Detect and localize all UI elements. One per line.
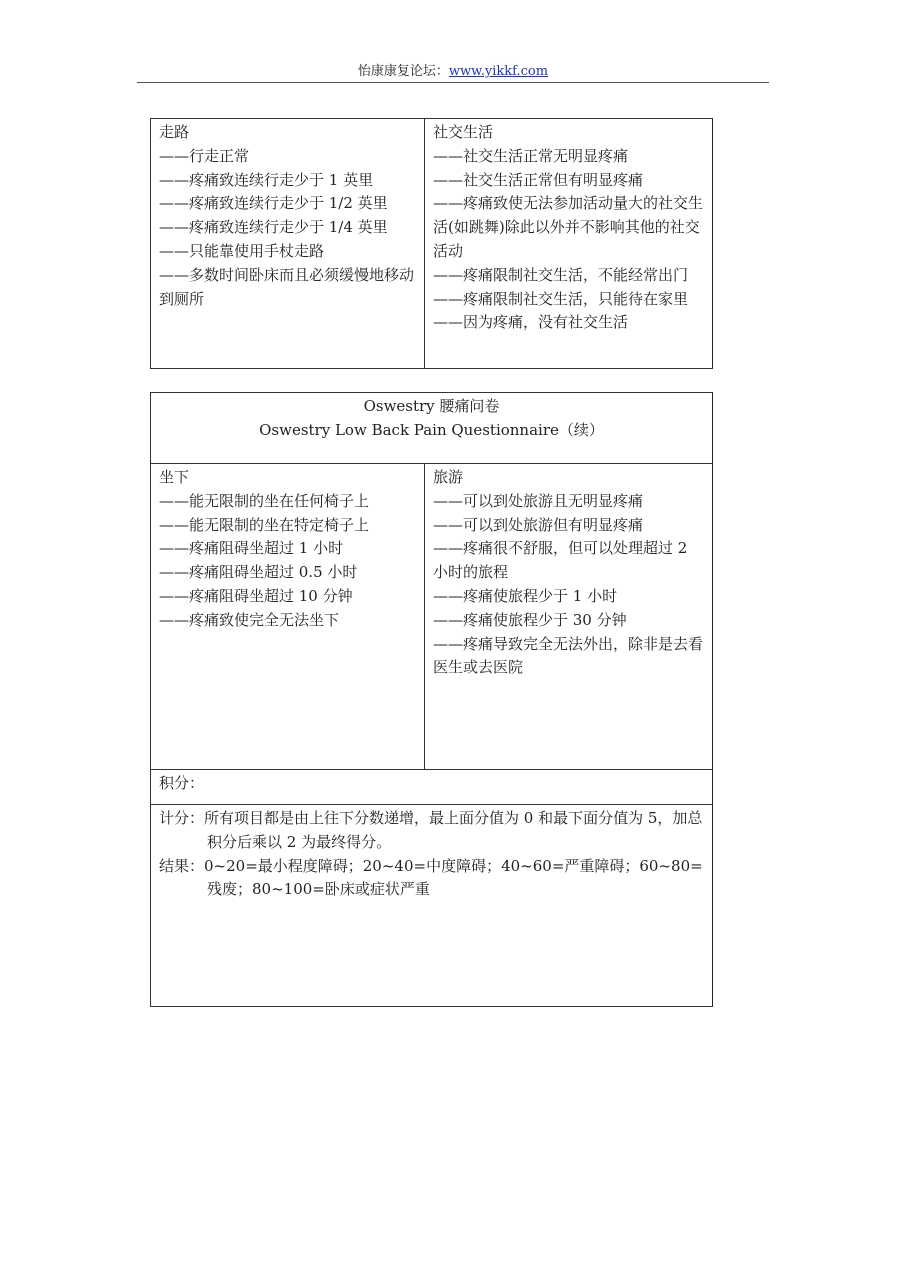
social-item: ——社交生活正常但有明显疼痛 <box>433 170 644 189</box>
travel-item: ——疼痛导致完全无法外出，除非是去看医生或去医院 <box>433 634 704 677</box>
header-link[interactable]: www.yikkf.com <box>448 64 549 79</box>
travel-item: ——疼痛使旅程少于 30 分钟 <box>433 610 627 629</box>
header-prefix: 怡康康复论坛： <box>357 64 449 79</box>
walking-item: ——疼痛致连续行走少于 1/4 英里 <box>159 218 388 237</box>
score-label: 积分： <box>159 774 205 792</box>
questionnaire-table-part1 <box>150 118 713 369</box>
travel-item: ——疼痛使旅程少于 1 小时 <box>433 586 618 605</box>
walking-item: ——多数时间卧床而且必须缓慢地移动到厕所 <box>159 265 415 308</box>
sitting-item: ——疼痛阻碍坐超过 0.5 小时 <box>159 563 358 582</box>
questionnaire-table-part2 <box>150 392 713 1007</box>
sitting-title: 坐下 <box>159 468 190 486</box>
travel-item: ——可以到处旅游但有明显疼痛 <box>433 515 644 534</box>
result-note: 结果：0~20=最小程度障碍；20~40=中度障碍；40~60=严重障碍；60~80=残废；80~100=卧床或症状严重 <box>159 856 703 899</box>
questionnaire-title <box>151 393 713 464</box>
walking-item: ——疼痛致连续行走少于 1 英里 <box>159 170 374 189</box>
walking-item: ——只能靠使用手杖走路 <box>159 241 325 260</box>
sitting-section <box>151 464 425 770</box>
walking-title: 走路 <box>159 123 190 141</box>
title-line-1: Oswestry 腰痛问卷 <box>363 397 500 415</box>
travel-title: 旅游 <box>433 468 464 486</box>
social-title: 社交生活 <box>433 123 494 141</box>
social-item: ——社交生活正常无明显疼痛 <box>433 146 629 165</box>
walking-section <box>151 119 425 369</box>
sitting-item: ——疼痛致使完全无法坐下 <box>159 610 340 629</box>
social-item: ——疼痛限制社交生活，只能待在家里 <box>433 289 689 308</box>
social-item: ——疼痛致使无法参加活动量大的社交生活(如跳舞)除此以外并不影响其他的社交活动 <box>433 194 704 260</box>
scoring-note: 计分：所有项目都是由上往下分数递增，最上面分值为 0 和最下面分值为 5，加总积分后乘以 2 为最终得分。 <box>159 809 703 851</box>
walking-item: ——疼痛致连续行走少于 1/2 英里 <box>159 194 388 213</box>
scoring-notes <box>151 805 713 1007</box>
page-header <box>137 62 769 83</box>
social-section <box>425 119 713 369</box>
travel-item: ——疼痛很不舒服，但可以处理超过 2 小时的旅程 <box>433 539 688 582</box>
social-item: ——疼痛限制社交生活，不能经常出门 <box>433 265 689 284</box>
walking-item: ——行走正常 <box>159 146 250 165</box>
sitting-item: ——疼痛阻碍坐超过 1 小时 <box>159 539 344 558</box>
sitting-item: ——能无限制的坐在任何椅子上 <box>159 491 370 510</box>
sitting-item: ——疼痛阻碍坐超过 10 分钟 <box>159 586 353 605</box>
title-line-2: Oswestry Low Back Pain Questionnaire（续） <box>259 420 604 439</box>
social-item: ——因为疼痛，没有社交生活 <box>433 313 629 332</box>
travel-item: ——可以到处旅游且无明显疼痛 <box>433 491 644 510</box>
travel-section <box>425 464 713 770</box>
sitting-item: ——能无限制的坐在特定椅子上 <box>159 515 370 534</box>
score-row <box>151 770 713 805</box>
